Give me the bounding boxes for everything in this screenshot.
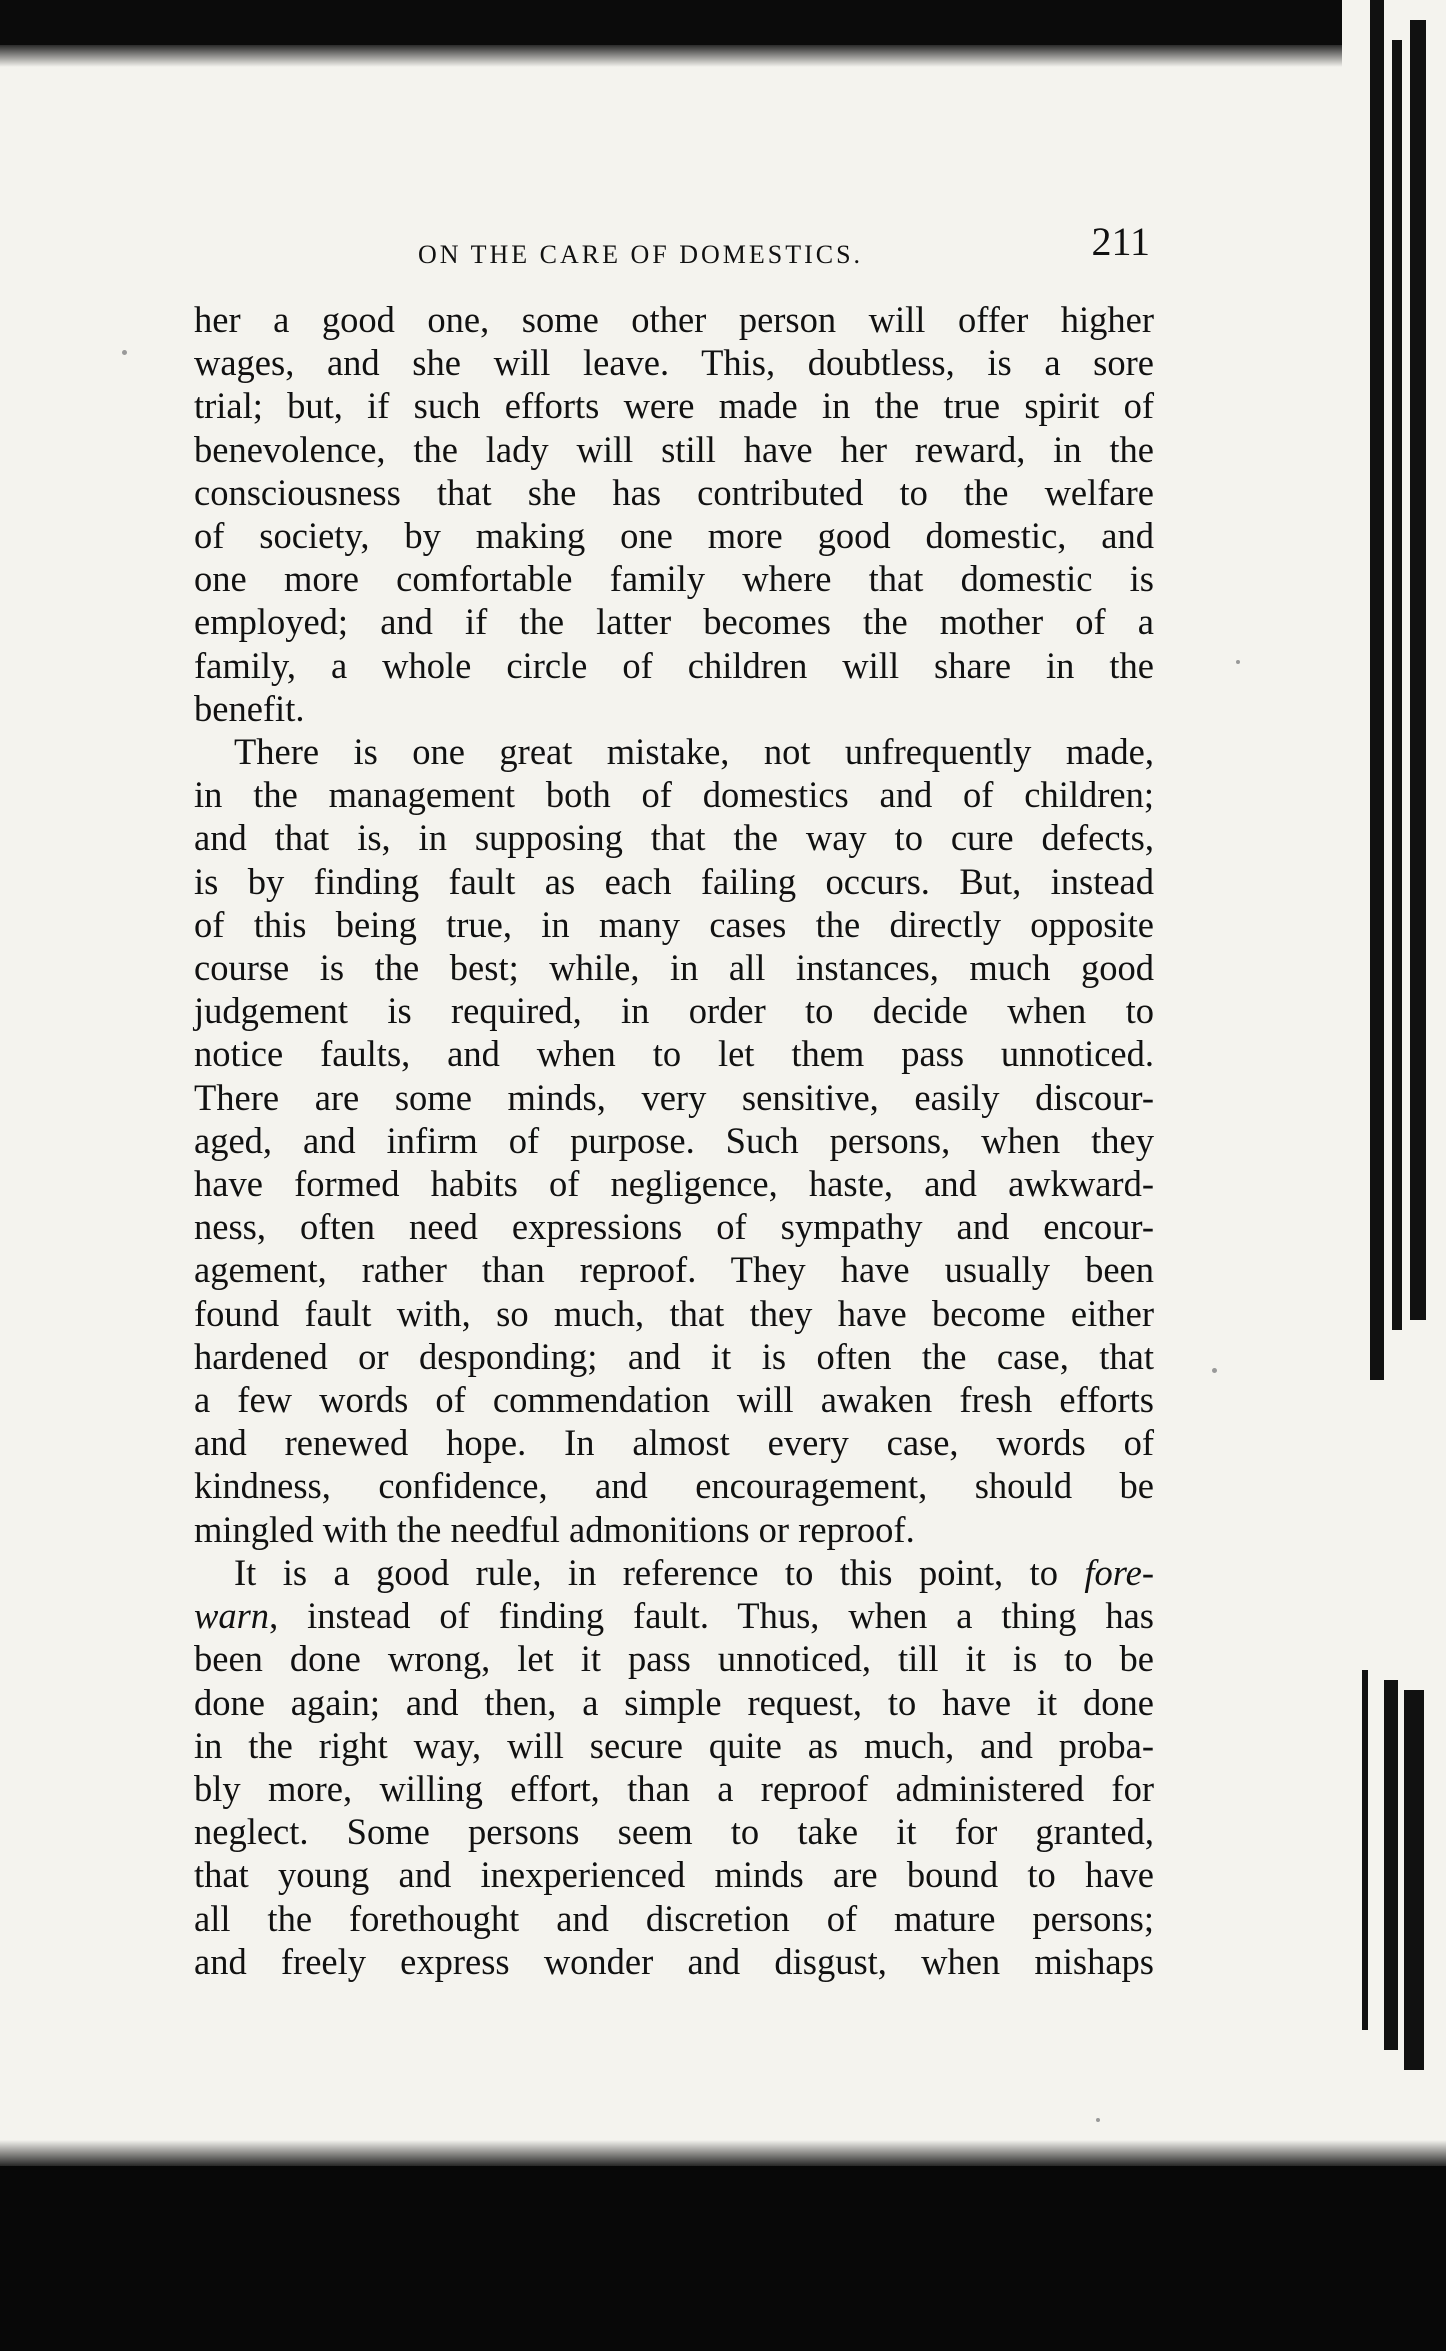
page-number: 211 — [1091, 219, 1150, 264]
paragraph — [194, 1551, 1154, 1983]
text-line: notice faults, and when to let them pass unnoticed. — [194, 1033, 1154, 1075]
text-line: There are some minds, very sensitive, easily discour- — [194, 1076, 1154, 1118]
paper-speck — [1212, 1368, 1217, 1373]
text-line: hardened or desponding; and it is often the case, that — [194, 1335, 1154, 1377]
paper-speck — [122, 350, 127, 355]
text-line: in the management both of domestics and of children; — [194, 774, 1154, 816]
text-line: There is one great mistake, not unfrequently made, — [234, 731, 1154, 773]
paper-speck — [1096, 2118, 1100, 2122]
page-top-shadow-fade — [0, 45, 1380, 67]
text-line: a few words of commendation will awaken fresh efforts — [194, 1379, 1154, 1421]
text-line: kindness, confidence, and encouragement, should be — [194, 1465, 1154, 1507]
paper-speck — [1236, 660, 1240, 664]
text-line: have formed habits of negligence, haste, and awkward- — [194, 1163, 1154, 1205]
text-line: ness, often need expressions of sympathy and encour- — [194, 1206, 1154, 1248]
paragraph — [194, 730, 1154, 1551]
text-line: course is the best; while, in all instances, much good — [194, 947, 1154, 989]
text-line: done again; and then, a simple request, to have it done — [194, 1681, 1154, 1723]
text-line: neglect. Some persons seem to take it for granted, — [194, 1811, 1154, 1853]
page-top-shadow — [0, 0, 1380, 45]
paragraph — [194, 298, 1154, 730]
text-line: wages, and she will leave. This, doubtless, is a sore — [194, 342, 1154, 384]
page-bottom-shadow — [0, 2166, 1446, 2351]
fore-edge-stripe — [1404, 1690, 1424, 2070]
text-line: of society, by making one more good domestic, and — [194, 515, 1154, 557]
text-line: judgement is required, in order to decide when to — [194, 990, 1154, 1032]
text-line: and renewed hope. In almost every case, words of — [194, 1422, 1154, 1464]
text-line: of this being true, in many cases the directly opposite — [194, 903, 1154, 945]
fore-edge-stripe — [1410, 20, 1426, 1320]
fore-edge-stripe — [1362, 1670, 1368, 2030]
text-line: aged, and infirm of purpose. Such persons, when they — [194, 1119, 1154, 1161]
text-line: in the right way, will secure quite as much, and proba- — [194, 1724, 1154, 1766]
fore-edge-stripe — [1384, 1680, 1398, 2050]
text-line: bly more, willing effort, than a reproof administered for — [194, 1767, 1154, 1809]
text-line: benevolence, the lady will still have her reward, in the — [194, 428, 1154, 470]
text-line: family, a whole circle of children will share in the — [194, 644, 1154, 686]
text-line: is by finding fault as each failing occurs. But, instead — [194, 860, 1154, 902]
text-line: and that is, in supposing that the way to cure defects, — [194, 817, 1154, 859]
text-line: warn, instead of finding fault. Thus, when a thing has — [194, 1595, 1154, 1637]
text-line: been done wrong, let it pass unnoticed, till it is to be — [194, 1638, 1154, 1680]
text-line: that young and inexperienced minds are bound to have — [194, 1854, 1154, 1896]
body-text — [194, 298, 1154, 1983]
text-line: trial; but, if such efforts were made in the true spirit of — [194, 385, 1154, 427]
text-line: consciousness that she has contributed to the welfare — [194, 471, 1154, 513]
text-line: all the forethought and discretion of mature persons; — [194, 1897, 1154, 1939]
fore-edge-stripe — [1370, 0, 1384, 1380]
text-line: one more comfortable family where that domestic is — [194, 558, 1154, 600]
running-head — [196, 218, 1164, 278]
text-line: agement, rather than reproof. They have usually been — [194, 1249, 1154, 1291]
running-title: ON THE CARE OF DOMESTICS. — [418, 240, 864, 269]
text-line: her a good one, some other person will offer higher — [194, 299, 1154, 340]
text-line: mingled with the needful admonitions or reproof. — [194, 1508, 915, 1550]
text-line: employed; and if the latter becomes the mother of a — [194, 601, 1154, 643]
text-line: found fault with, so much, that they have become either — [194, 1292, 1154, 1334]
text-line: and freely express wonder and disgust, when mishaps — [194, 1940, 1154, 1982]
fore-edge-stripe — [1392, 40, 1402, 1330]
text-line: benefit. — [194, 687, 305, 729]
text-line: It is a good rule, in reference to this point, to fore- — [234, 1551, 1154, 1593]
